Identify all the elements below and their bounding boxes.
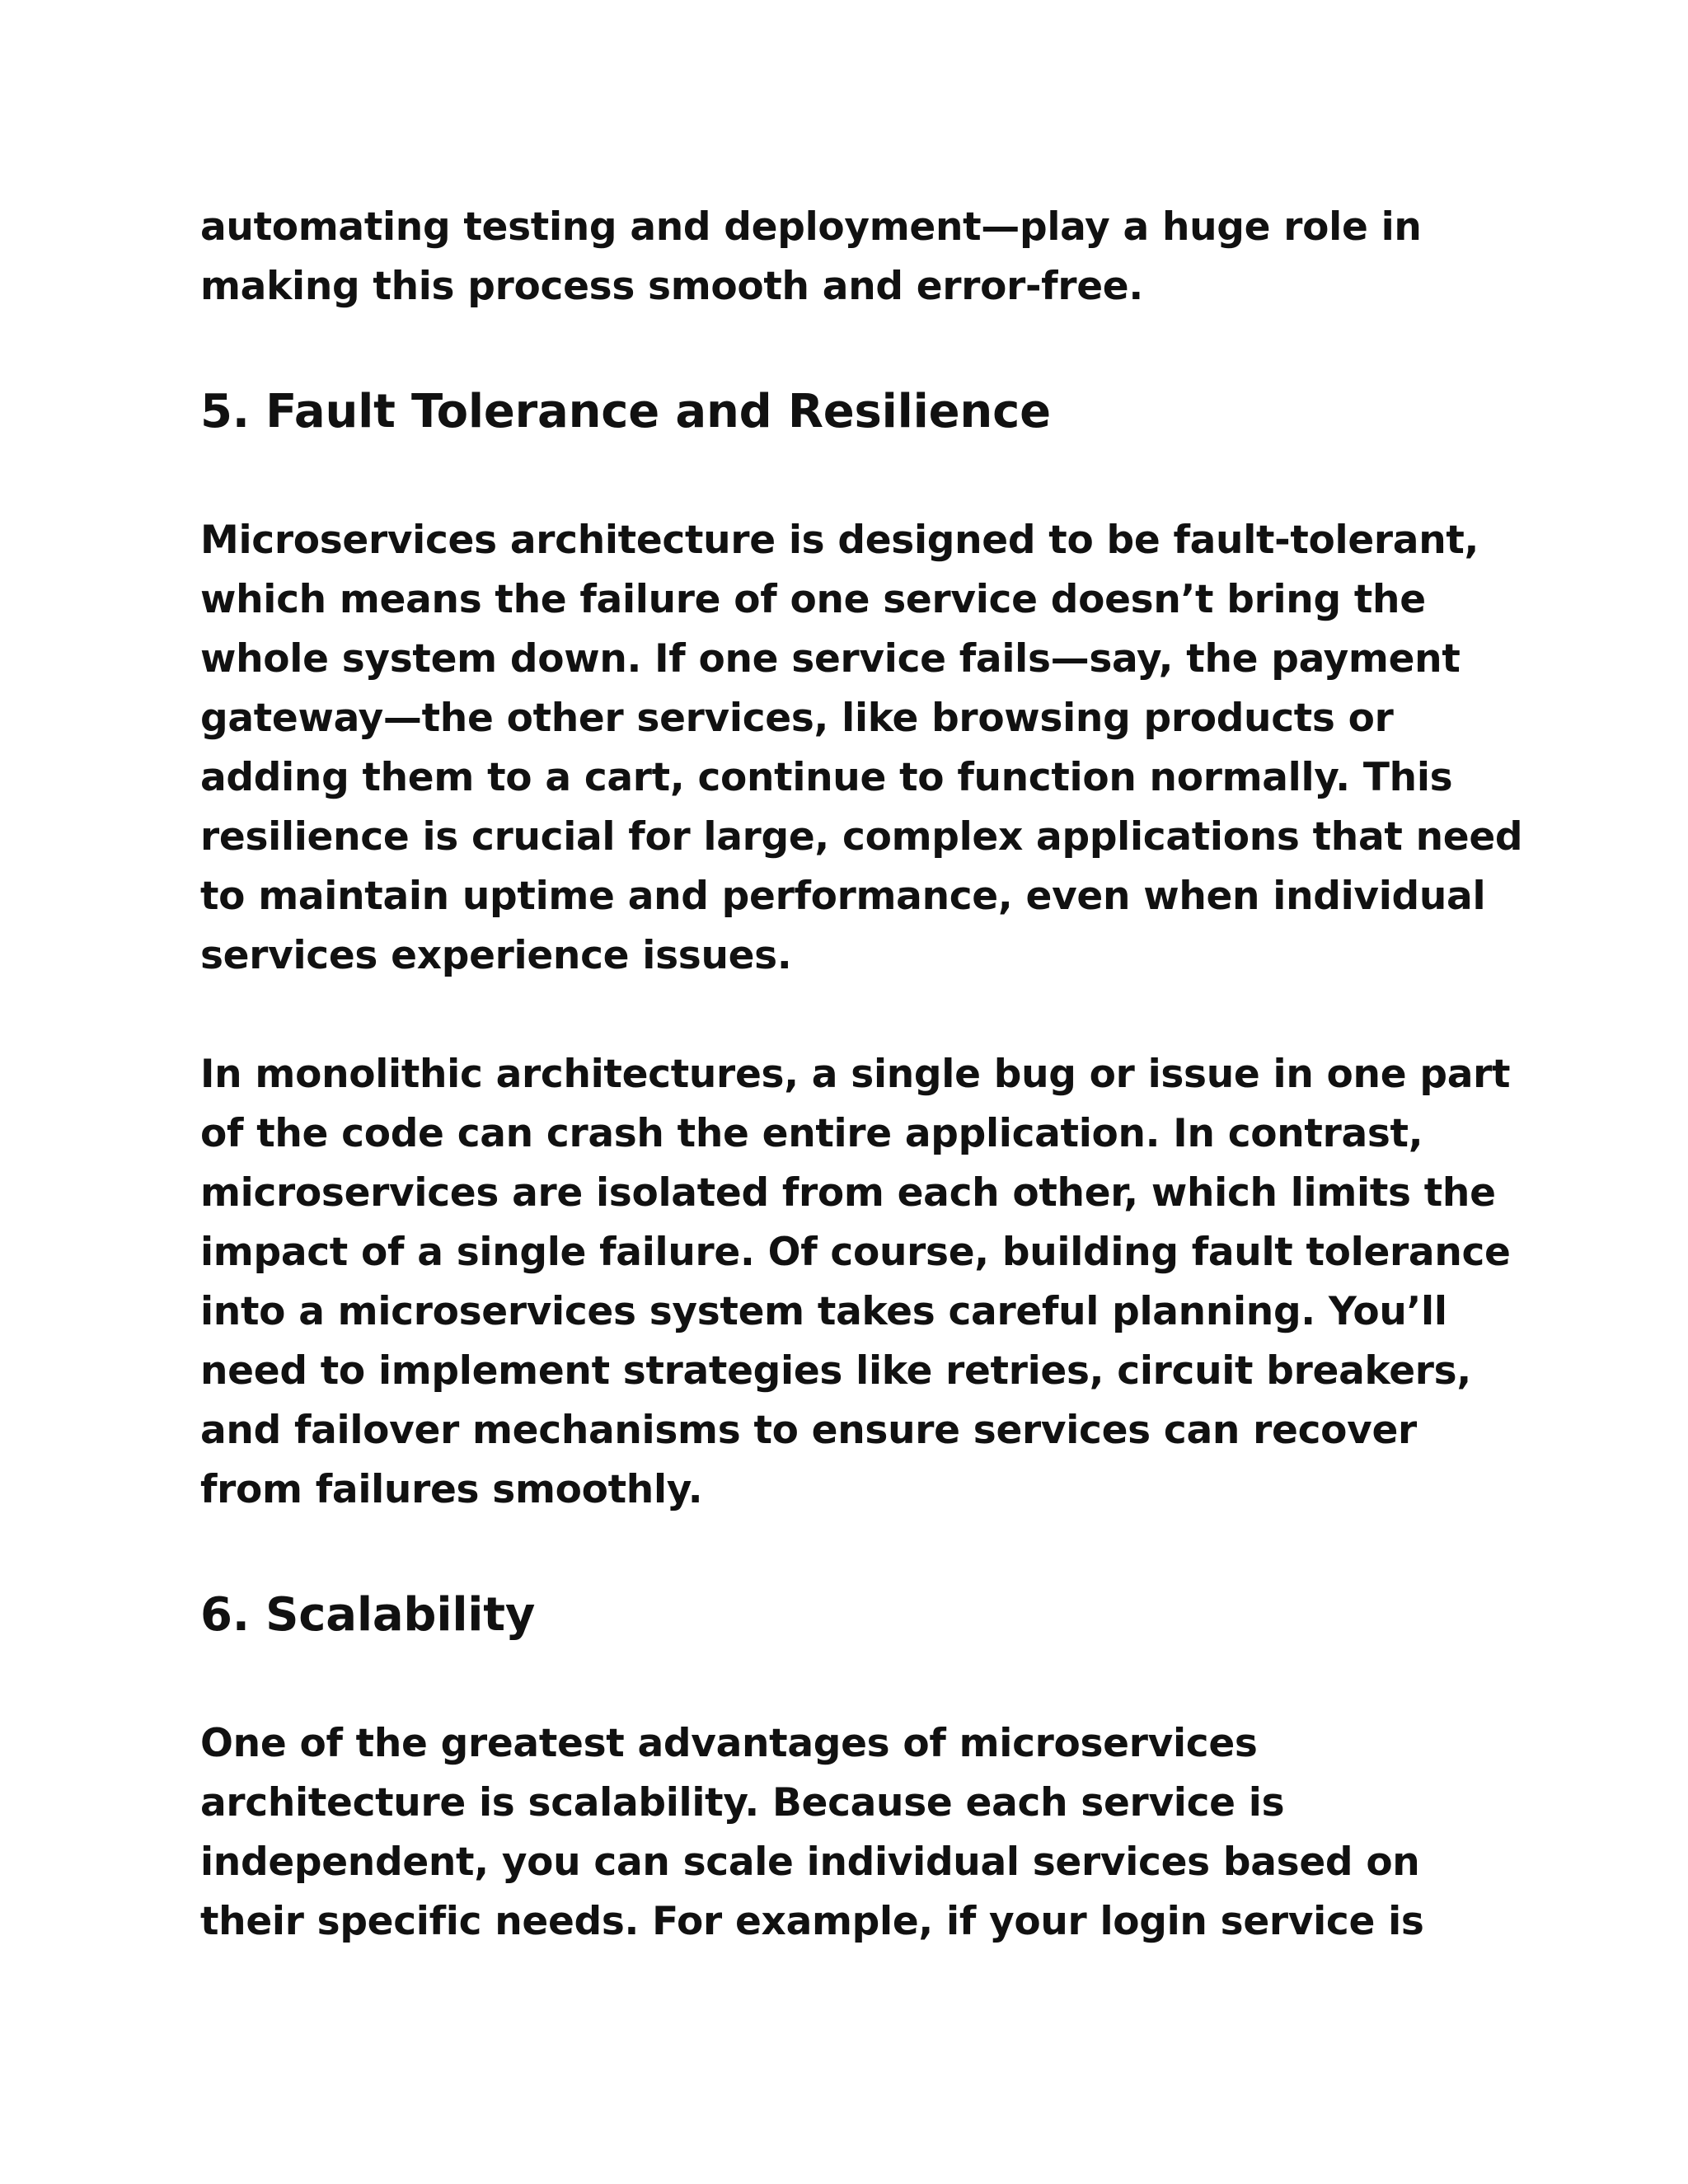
paragraph-line: impact of a single failure. Of course, building fault tolerance — [200, 1230, 1511, 1275]
paragraph-line: resilience is crucial for large, complex applications that need — [200, 814, 1523, 860]
paragraph-line: One of the greatest advantages of microservices — [200, 1721, 1258, 1766]
paragraph-line: their specific needs. For example, if your login service is — [200, 1899, 1424, 1944]
paragraph-line: which means the failure of one service doesn’t bring the — [200, 577, 1426, 622]
paragraph-line: to maintain uptime and performance, even when individual — [200, 874, 1486, 919]
intro-paragraph — [200, 198, 1536, 316]
paragraph-line: independent, you can scale individual services based on — [200, 1840, 1420, 1885]
paragraph-line: from failures smoothly. — [200, 1467, 703, 1512]
paragraph-line: automating testing and deployment—play a huge role in — [200, 204, 1422, 250]
section-5-paragraph-2 — [200, 1045, 1536, 1520]
paragraph-line: services experience issues. — [200, 933, 792, 978]
paragraph-line: into a microservices system takes careful planning. You’ll — [200, 1289, 1447, 1334]
section-5-paragraph-1 — [200, 511, 1536, 986]
paragraph-line: architecture is scalability. Because each service is — [200, 1780, 1285, 1825]
paragraph-line: In monolithic architectures, a single bug or issue in one part — [200, 1052, 1511, 1097]
paragraph-line: adding them to a cart, continue to function normally. This — [200, 755, 1453, 800]
section-6-heading: 6. Scalability — [200, 1588, 536, 1642]
paragraph-line: of the code can crash the entire application. In contrast, — [200, 1111, 1423, 1156]
paragraph-line: microservices are isolated from each other, which limits the — [200, 1170, 1496, 1216]
paragraph-line: making this process smooth and error-free. — [200, 264, 1143, 309]
paragraph-line: gateway—the other services, like browsing products or — [200, 696, 1394, 741]
paragraph-line: whole system down. If one service fails—say, the payment — [200, 636, 1461, 682]
section-6-paragraph-1 — [200, 1714, 1536, 1952]
paragraph-line: and failover mechanisms to ensure services can recover — [200, 1408, 1417, 1453]
paragraph-line: Microservices architecture is designed to be fault-tolerant, — [200, 518, 1479, 563]
paragraph-line: need to implement strategies like retries, circuit breakers, — [200, 1348, 1471, 1394]
section-5-heading: 5. Fault Tolerance and Resilience — [200, 385, 1051, 438]
document-body — [200, 198, 1536, 1952]
